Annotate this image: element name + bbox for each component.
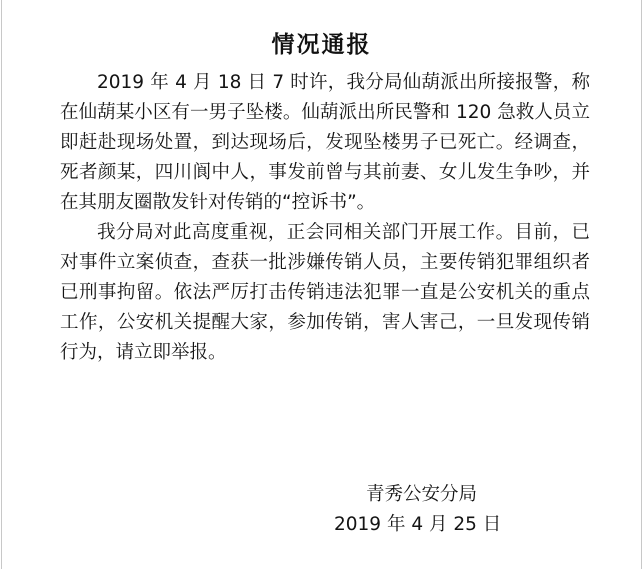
paragraph-response: 我分局对此高度重视，正会同相关部门开展工作。目前，已对事件立案侦查，查获一批涉嫌传销人员，主要传销犯罪组织者已刑事拘留。依法严厉打击传销违法犯罪一直是公安机关的重点工作，公安机关提醒大家，参加传销，害人害己，一旦发现传销行为，请立即举报。 [60, 222, 590, 363]
paragraph-incident: 2019 年 4 月 18 日 7 时许，我分局仙葫派出所接报警，称在仙葫某小区有一男子坠楼。仙葫派出所民警和 120 急救人员立即赶赴现场处置，到达现场后，发现坠楼男子已死亡。经调查，死者颜某，四川阆中人，事发前曾与其前妻、女儿发生争吵，并在其朋友圈散发针对传销的“控诉书”。 [60, 72, 590, 213]
page-right-border [641, 0, 642, 569]
document-title: 情况通报 [271, 32, 372, 58]
signature-date: 2019 年 4 月 25 日 [334, 514, 502, 535]
signature-organization: 青秀公安分局 [366, 484, 478, 505]
document-body [60, 68, 590, 368]
page-left-border [1, 0, 2, 569]
